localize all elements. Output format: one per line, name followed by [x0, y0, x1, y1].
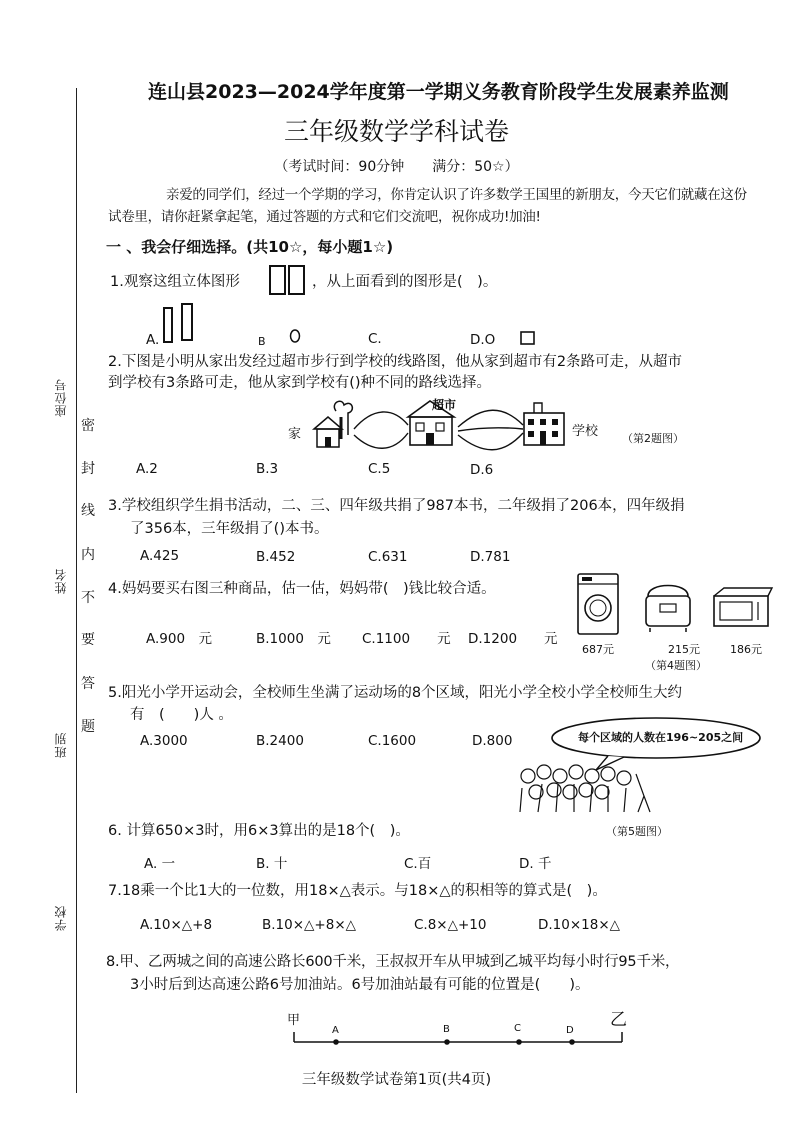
label-city-jia: 甲 — [287, 1013, 301, 1028]
question-1-text-a: 1.观察这组立体图形 — [110, 274, 240, 290]
option-a[interactable]: A.3000 — [140, 733, 188, 749]
option-c[interactable]: C.631 — [368, 549, 408, 565]
option-d[interactable]: D.O — [470, 332, 496, 348]
price-rice-cooker: 215元 — [668, 643, 700, 656]
label-market: 超市 — [432, 398, 457, 412]
crowd-people — [520, 765, 650, 812]
washing-machine-icon — [578, 574, 618, 634]
seal-char: 要 — [81, 632, 95, 648]
section-heading: 一 、我会仔细选择。(共10☆，每小题1☆) — [106, 238, 394, 256]
intro-line-2: 试卷里，请你赶紧拿起笔，通过答题的方式和它们交流吧，祝你成功!加油! — [108, 209, 541, 225]
question-8-line-2: 3小时后到达高速公路6号加油站。6号加油站最有可能的位置是( )。 — [130, 977, 590, 993]
seal-char: 封 — [81, 461, 95, 477]
price-microwave: 186元 — [730, 643, 762, 656]
figure-caption-5: （第5题图） — [606, 825, 668, 838]
option-a[interactable]: A.10×△+8 — [140, 917, 213, 933]
seal-char: 线 — [81, 503, 95, 519]
point-a[interactable]: A — [332, 1025, 339, 1036]
rice-cooker-icon — [646, 586, 690, 633]
page-title: 三年级数学学科试卷 — [283, 117, 509, 146]
question-4-text: 4.妈妈要买右图三种商品，估一估，妈妈带( )钱比较合适。 — [108, 581, 496, 597]
top-view-circle — [288, 328, 302, 344]
house-icon — [314, 401, 352, 447]
speech-bubble-text: 每个区域的人数在196~205之间 — [578, 731, 744, 744]
side-label-school: 学校 — [54, 905, 68, 931]
option-b[interactable]: B.2400 — [256, 733, 304, 749]
seal-char: 题 — [81, 719, 95, 735]
seal-char: 答 — [81, 676, 95, 692]
point-d[interactable]: D — [566, 1025, 574, 1036]
option-d[interactable]: D.10×18×△ — [538, 917, 621, 933]
point-c[interactable]: C — [514, 1023, 521, 1034]
top-view-square — [519, 330, 537, 346]
school-icon — [524, 403, 564, 445]
seal-line — [76, 88, 77, 1093]
intro-line-1: 亲爱的同学们，经过一个学期的学习，你肯定认识了许多数学王国里的新朋友，今天它们就藏在这份 — [166, 187, 747, 203]
cylinders-figure — [268, 264, 308, 296]
label-home: 家 — [288, 427, 302, 442]
products-figure — [574, 572, 774, 638]
option-a[interactable]: A. 一 — [144, 856, 176, 872]
label-school: 学校 — [572, 424, 599, 439]
question-6-text: 6. 计算650×3时，用6×3算出的是18个( )。 — [108, 823, 410, 839]
option-c[interactable]: C.1600 — [368, 733, 417, 749]
question-8-line-1: 8.甲、乙两城之间的高速公路长600千米，王叔叔开车从甲城到乙城平均每小时行95千米， — [106, 954, 680, 970]
option-d[interactable]: D.6 — [470, 462, 494, 478]
option-c[interactable]: C.5 — [368, 461, 391, 477]
seal-char: 不 — [81, 590, 95, 606]
price-washing-machine: 687元 — [582, 643, 614, 656]
highway-line — [290, 1030, 630, 1046]
side-label-class: 班别 — [54, 732, 68, 758]
question-3-line-2: 了356本，三年级捐了()本书。 — [130, 521, 329, 537]
page-footer: 三年级数学试卷第1页(共4页) — [301, 1072, 492, 1088]
microwave-icon — [714, 588, 772, 626]
option-a[interactable]: A.425 — [140, 548, 180, 564]
question-2-line-2: 到学校有3条路可走，他从家到学校有()种不同的路线选择。 — [108, 375, 492, 391]
option-a[interactable]: A. — [146, 332, 160, 348]
option-b[interactable]: B.3 — [256, 461, 279, 477]
question-2-line-1: 2.下图是小明从家出发经过超市步行到学校的线路图，他从家到超市有2条路可走，从超市 — [108, 354, 683, 370]
option-c[interactable]: C. — [368, 331, 382, 347]
option-b[interactable]: B.1000 元 — [256, 631, 331, 647]
point-b[interactable]: B — [443, 1024, 450, 1035]
option-b[interactable]: B.10×△+8×△ — [262, 917, 357, 933]
figure-caption-2: （第2题图） — [622, 432, 684, 445]
seal-char: 密 — [81, 418, 95, 434]
option-b[interactable]: B. 十 — [256, 856, 288, 872]
option-c[interactable]: C.百 — [404, 856, 432, 872]
option-b[interactable]: B.452 — [256, 549, 296, 565]
question-7-text: 7.18乘一个比1大的一位数，用18×△表示。与18×△的积相等的算式是( )。 — [108, 883, 607, 899]
question-5-line-1: 5.阳光小学开运动会，全校师生坐满了运动场的8个区域，阳光小学全校小学全校师生大约 — [108, 685, 683, 701]
side-label-name: 姓名 — [54, 568, 68, 594]
option-d[interactable]: D. 千 — [519, 856, 552, 872]
figure-caption-4: （第4题图） — [645, 659, 707, 672]
question-1-text-b: ，从上面看到的图形是( )。 — [312, 274, 498, 290]
option-b[interactable]: B — [258, 335, 266, 348]
exam-meta: （考试时间：90分钟 满分：50☆） — [274, 159, 519, 175]
question-3-line-1: 3.学校组织学生捐书活动，二、三、四年级共捐了987本书，二年级捐了206本，四年级捐 — [108, 498, 685, 514]
question-5-line-2: 有 ( )人 。 — [130, 707, 233, 723]
option-d[interactable]: D.781 — [470, 549, 511, 565]
exam-header: 连山县2023—2024学年度第一学期义务教育阶段学生发展素养监测 — [148, 81, 729, 103]
option-c[interactable]: C.1100 元 — [362, 631, 451, 647]
option-a[interactable]: A.2 — [136, 461, 158, 477]
option-c[interactable]: C.8×△+10 — [414, 917, 487, 933]
option-d[interactable]: D.800 — [472, 733, 513, 749]
option-a[interactable]: A.900 元 — [146, 631, 213, 647]
top-view-rectangles — [162, 304, 196, 344]
label-city-yi: 乙 — [610, 1010, 627, 1030]
side-label-seat: 座位号 — [54, 378, 68, 417]
option-d[interactable]: D.1200 元 — [468, 631, 558, 647]
seal-char: 内 — [81, 547, 95, 563]
